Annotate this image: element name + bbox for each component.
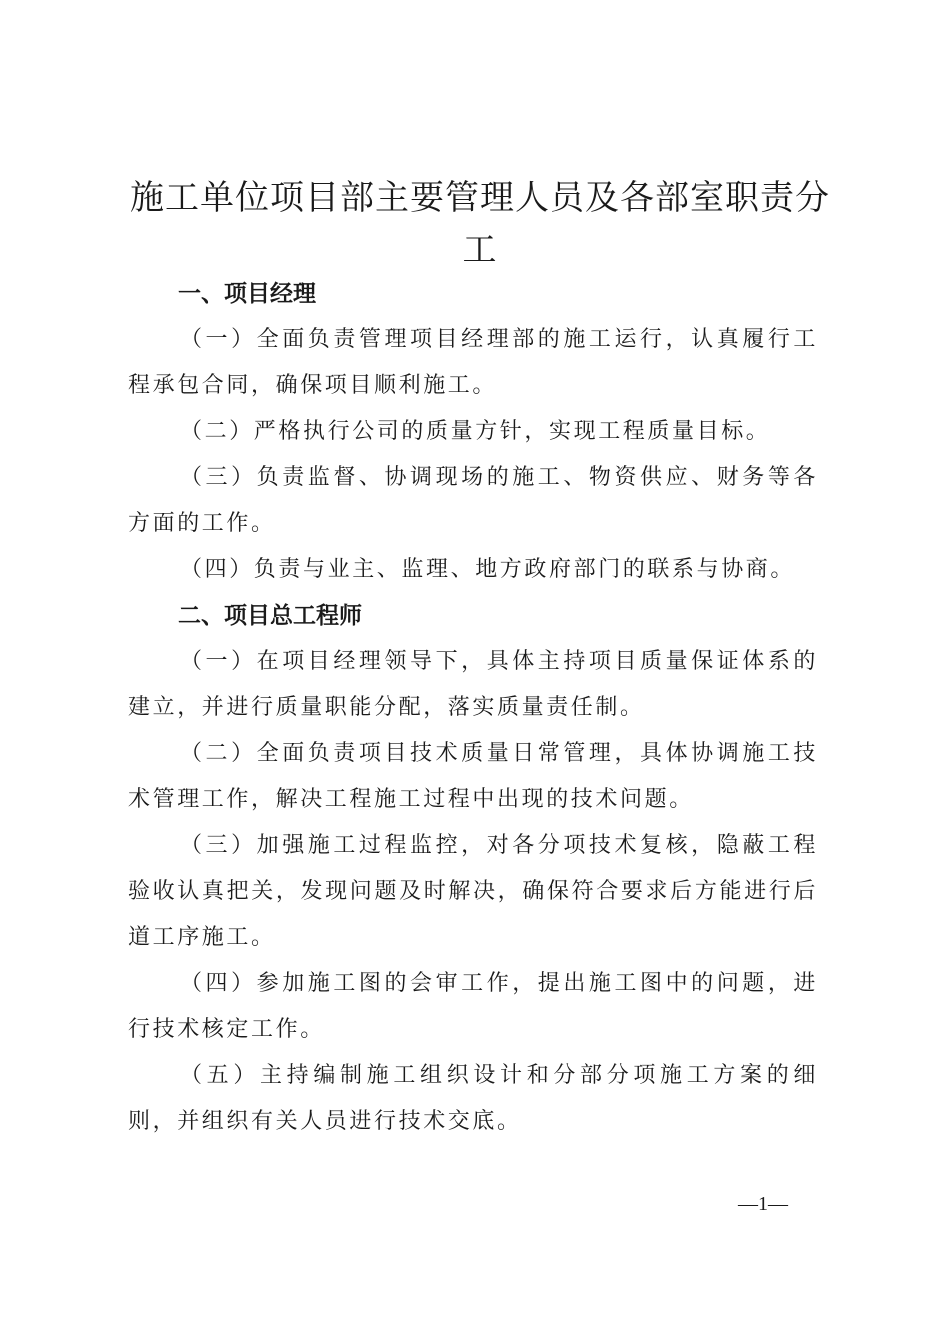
paragraph: （二）全面负责项目技术质量日常管理，具体协调施工技术管理工作，解决工程施工过程中出现的技术问题。 bbox=[128, 741, 818, 812]
document-title: 施工单位项目部主要管理人员及各部室职责分工 bbox=[130, 178, 830, 270]
section-project-manager bbox=[128, 271, 818, 593]
paragraph: （四）参加施工图的会审工作，提出施工图中的问题，进行技术核定工作。 bbox=[128, 971, 818, 1042]
section-heading: 二、项目总工程师 bbox=[178, 603, 362, 629]
section-heading: 一、项目经理 bbox=[178, 281, 316, 307]
paragraph: （一）在项目经理领导下，具体主持项目质量保证体系的建立，并进行质量职能分配，落实质量责任制。 bbox=[128, 649, 818, 720]
paragraph: （三）加强施工过程监控，对各分项技术复核，隐蔽工程验收认真把关，发现问题及时解决，确保符合要求后方能进行后道工序施工。 bbox=[128, 833, 818, 950]
paragraph: （三）负责监督、协调现场的施工、物资供应、财务等各方面的工作。 bbox=[128, 465, 818, 536]
paragraph: （四）负责与业主、监理、地方政府部门的联系与协商。 bbox=[180, 557, 796, 582]
section-chief-engineer bbox=[128, 593, 818, 1145]
paragraph: （五）主持编制施工组织设计和分部分项施工方案的细则，并组织有关人员进行技术交底。 bbox=[128, 1063, 818, 1134]
paragraph: （二）严格执行公司的质量方针，实现工程质量目标。 bbox=[180, 419, 771, 444]
page-number: —1— bbox=[738, 1193, 788, 1215]
document-body bbox=[128, 271, 818, 1145]
paragraph: （一）全面负责管理项目经理部的施工运行，认真履行工程承包合同，确保项目顺利施工。 bbox=[128, 327, 818, 398]
